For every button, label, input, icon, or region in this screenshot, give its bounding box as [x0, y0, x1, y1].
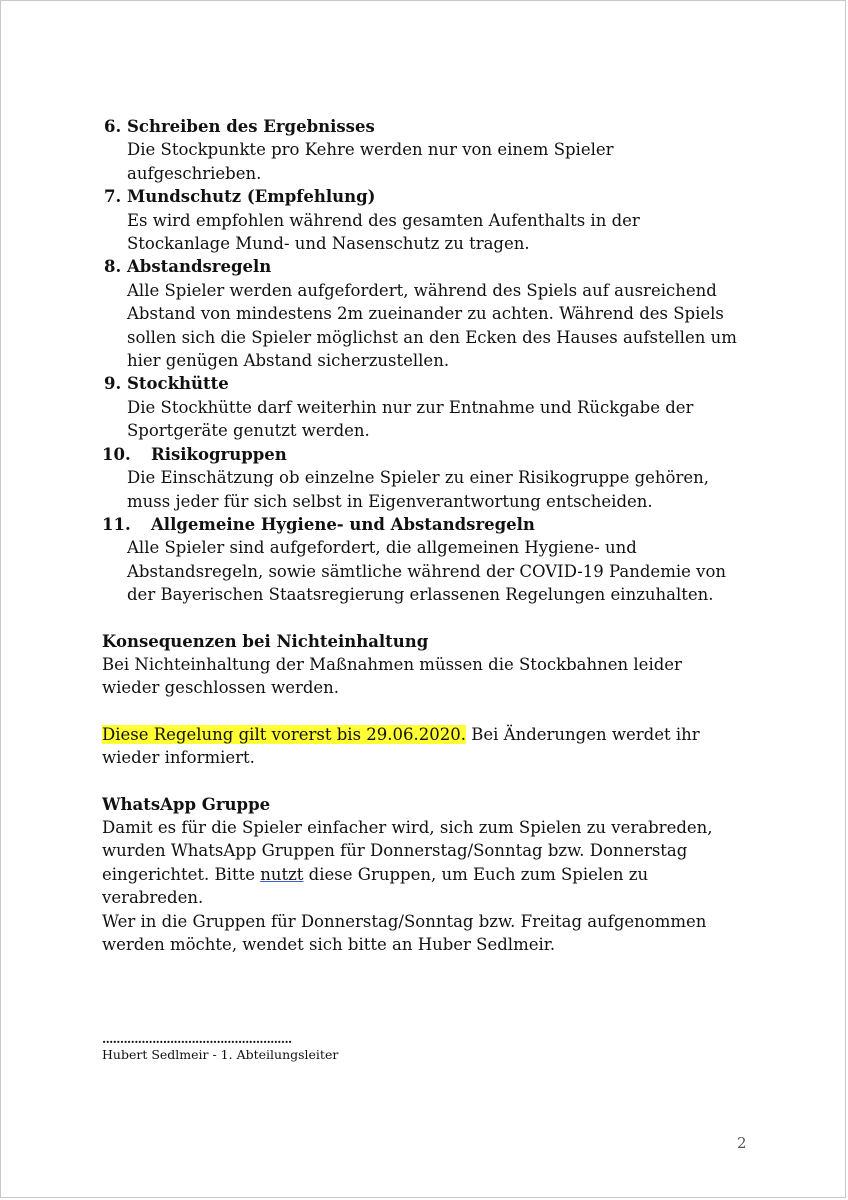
- document-content: [102, 115, 752, 956]
- rule-line: Alle Spieler sind aufgefordert, die allgemeinen Hygiene- und: [127, 538, 637, 558]
- rule-line: Stockanlage Mund- und Nasenschutz zu tragen.: [127, 234, 530, 254]
- whatsapp-line3-post: diese Gruppen, um Euch zum Spielen zu: [303, 864, 649, 884]
- consequences-line: wieder geschlossen werden.: [102, 678, 340, 698]
- rule-number: 6.: [104, 117, 122, 136]
- rule-item-9: [102, 372, 752, 442]
- whatsapp-line: wurden WhatsApp Gruppen für Donnerstag/Sonntag bzw. Donnerstag: [102, 841, 688, 861]
- validity-line-2: wieder informiert.: [102, 748, 255, 768]
- whatsapp-line: werden möchte, wendet sich bitte an Huber Sedlmeir.: [102, 935, 556, 954]
- rule-item-8: [102, 255, 752, 372]
- whatsapp-line3-pre: eingerichtet. Bitte: [102, 864, 261, 884]
- validity-line: [102, 723, 752, 746]
- rule-number: 10.: [102, 444, 131, 464]
- page-number: 2: [737, 1134, 747, 1152]
- rule-line: muss jeder für sich selbst in Eigenverantwortung entscheiden.: [127, 491, 653, 511]
- rule-number: 8.: [104, 257, 122, 277]
- rule-title: Mundschutz (Empfehlung): [127, 187, 376, 207]
- rule-line: sollen sich die Spieler möglichst an den Ecken des Hauses aufstellen um: [127, 327, 737, 347]
- signature-name: Hubert Sedlmeir - 1. Abteilungsleiter: [102, 1047, 339, 1062]
- rule-number: 9.: [104, 374, 122, 394]
- rule-line: Alle Spieler werden aufgefordert, während des Spiels auf ausreichend: [127, 280, 717, 300]
- rule-line: der Bayerischen Staatsregierung erlassenen Regelungen einzuhalten.: [127, 585, 714, 605]
- whatsapp-line: Wer in die Gruppen für Donnerstag/Sonntag bzw. Freitag aufgenommen: [102, 911, 707, 931]
- consequences-section: [102, 630, 752, 700]
- whatsapp-title: WhatsApp Gruppe: [102, 794, 271, 814]
- consequences-title: Konsequenzen bei Nichteinhaltung: [102, 631, 429, 651]
- rule-item-7: [102, 185, 752, 255]
- rule-line: Sportgeräte genutzt werden.: [127, 421, 370, 441]
- rule-line: Abstandsregeln, sowie sämtliche während der COVID-19 Pandemie von: [127, 561, 727, 581]
- rules-list: [102, 115, 752, 607]
- signature-dots: .....................................................: [102, 1032, 292, 1046]
- rule-line: Die Stockhütte darf weiterhin nur zur Entnahme und Rückgabe der: [127, 397, 694, 417]
- rule-line: Die Stockpunkte pro Kehre werden nur von einem Spieler: [127, 140, 614, 160]
- rule-title: Risikogruppen: [151, 444, 287, 464]
- rule-line: aufgeschrieben.: [127, 163, 262, 183]
- rule-title: Allgemeine Hygiene- und Abstandsregeln: [151, 514, 535, 534]
- whatsapp-section: [102, 793, 752, 957]
- rule-item-11: [102, 513, 752, 607]
- validity-highlight: Diese Regelung gilt vorerst bis 29.06.2020.: [102, 724, 466, 744]
- whatsapp-line: [102, 863, 752, 886]
- rule-item-10: [102, 443, 752, 513]
- rule-title: Abstandsregeln: [127, 257, 272, 277]
- rule-number: 11.: [102, 514, 131, 534]
- whatsapp-line: Damit es für die Spieler einfacher wird, sich zum Spielen zu verabreden,: [102, 817, 713, 837]
- rule-title: Schreiben des Ergebnisses: [127, 117, 375, 136]
- rule-line: Es wird empfohlen während des gesamten Aufenthalts in der: [127, 210, 640, 230]
- underlined-word: nutzt: [260, 864, 304, 884]
- validity-section: [102, 723, 752, 770]
- rule-line: Abstand von mindestens 2m zueinander zu achten. Während des Spiels: [127, 304, 724, 324]
- whatsapp-line: verabreden.: [102, 888, 204, 908]
- consequences-line: Bei Nichteinhaltung der Maßnahmen müssen die Stockbahnen leider: [102, 654, 682, 674]
- signature-block: [102, 1031, 338, 1063]
- rule-line: Die Einschätzung ob einzelne Spieler zu einer Risikogruppe gehören,: [127, 468, 710, 488]
- rule-line: hier genügen Abstand sicherzustellen.: [127, 351, 450, 371]
- rule-number: 7.: [104, 187, 122, 207]
- rule-item-6: [102, 115, 752, 185]
- validity-rest: Bei Änderungen werdet ihr: [466, 724, 700, 744]
- rule-title: Stockhütte: [127, 374, 229, 394]
